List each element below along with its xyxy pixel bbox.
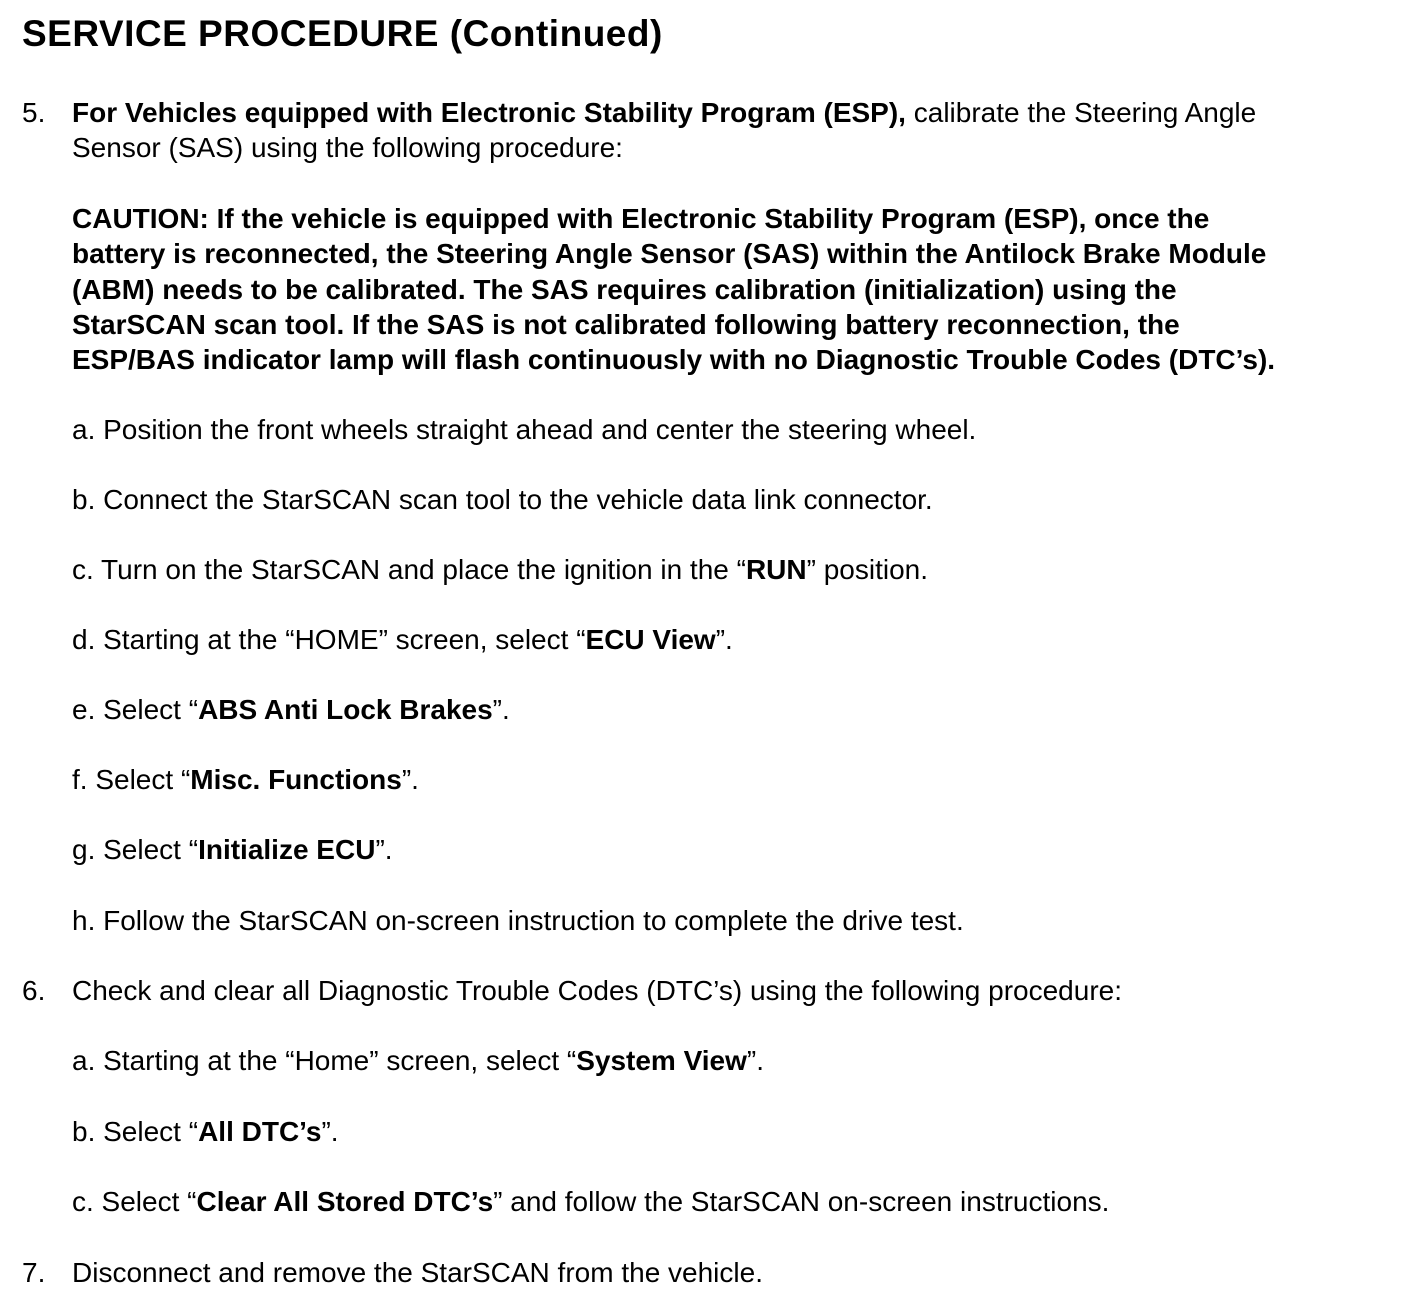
step-5c-bold: RUN [745,554,807,585]
step-5g [72,832,393,867]
caution-line: CAUTION: If the vehicle is equipped with Electronic Stability Program (ESP), once the [72,203,1210,234]
step-6-number: 6. [22,975,46,1006]
step-5f-post: ”. [401,764,419,795]
step-6b-pre: b. Select “ [72,1116,199,1147]
step-6b-bold: All DTC’s [198,1116,322,1147]
step-5b: b. Connect the StarSCAN scan tool to the vehicle data link connector. [72,484,933,515]
step-5e [72,692,510,727]
step-6b [72,1114,339,1149]
step-5a: a. Position the front wheels straight ahead and center the steering wheel. [72,414,977,445]
step-6c-bold: Clear All Stored DTC’s [196,1186,494,1217]
step-6a [72,1043,764,1078]
step-6a-bold: System View [576,1045,747,1076]
caution-line: battery is reconnected, the Steering Angle Sensor (SAS) within the Antilock Brake Module [72,238,1267,270]
step-7-number: 7. [22,1257,46,1288]
step-5f [72,762,419,797]
step-5h: h. Follow the StarSCAN on-screen instruction to complete the drive test. [72,905,964,936]
step-5d-bold: ECU View [585,624,716,655]
step-6a-post: ”. [746,1045,765,1076]
caution-block [72,201,1275,377]
step-5c-post: ” position. [806,554,929,585]
step-5c [72,552,928,587]
step-5g-post: ”. [375,834,393,865]
step-5f-pre: f. Select “ [72,764,191,795]
step-5e-post: ”. [492,694,510,725]
step-5g-bold: Initialize ECU [198,834,376,865]
step-5d-post: ”. [715,624,733,655]
step-5-number: 5. [22,97,46,128]
step-6-text: Check and clear all Diagnostic Trouble Codes (DTC’s) using the following procedure: [72,975,1122,1006]
step-5g-pre: g. Select “ [72,834,199,865]
caution-line: (ABM) needs to be calibrated. The SAS requires calibration (initialization) using the [72,273,1177,305]
step-5e-pre: e. Select “ [72,694,199,725]
step-5-line-1 [72,95,1256,130]
caution-line: StarSCAN scan tool. If the SAS is not calibrated following battery reconnection, the [72,308,1180,340]
step-5d [72,622,733,657]
step-5-line-2: Sensor (SAS) using the following procedure: [72,132,623,163]
step-6c-post: ” and follow the StarSCAN on-screen instructions. [493,1186,1110,1217]
step-5-intro [72,95,1256,165]
step-5-line-1-rest: calibrate the Steering Angle [905,97,1257,128]
page-title: SERVICE PROCEDURE (Continued) [22,13,663,54]
step-6b-post: ”. [321,1116,339,1147]
step-6c-pre: c. Select “ [72,1186,197,1217]
step-5e-bold: ABS Anti Lock Brakes [198,694,493,725]
caution-line: ESP/BAS indicator lamp will flash continuously with no Diagnostic Trouble Codes (DTC’s). [72,344,1276,376]
step-6a-pre: a. Starting at the “Home” screen, select “ [72,1045,577,1076]
step-6c [72,1184,1109,1219]
step-7-text: Disconnect and remove the StarSCAN from the vehicle. [72,1257,763,1288]
step-5c-pre: c. Turn on the StarSCAN and place the ignition in the “ [72,554,746,585]
step-5f-bold: Misc. Functions [190,764,402,795]
step-5-bold-lead: For Vehicles equipped with Electronic Stability Program (ESP), [72,97,906,128]
step-5d-pre: d. Starting at the “HOME” screen, select “ [72,624,586,655]
